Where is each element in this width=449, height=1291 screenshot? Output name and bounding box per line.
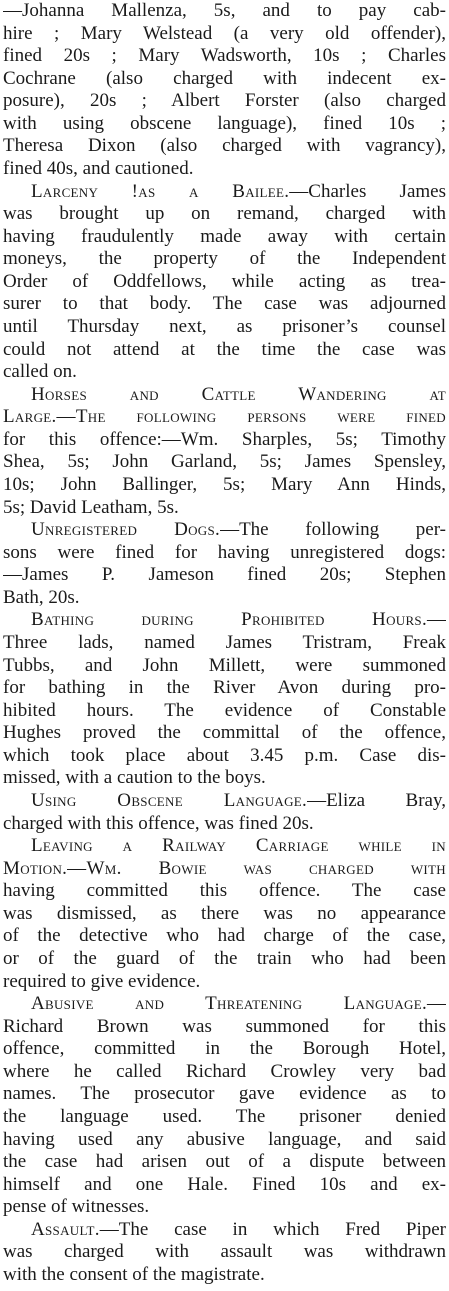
section-line: the case had arisen out of a dispute between [3, 1151, 446, 1173]
section-line: Bath, 20s. [3, 586, 80, 608]
section-line-text: Large.—The following persons were fined [3, 406, 446, 428]
section-line-text: Motion.—Wm. Bowie was charged with [3, 857, 446, 879]
section-line: moneys, the property of the Independent [3, 248, 446, 270]
section-heading: Assault. [31, 1218, 100, 1240]
section-line: Three lads, named James Tristram, Freak [3, 631, 446, 653]
section-heading: Horses and Cattle Wandering at [31, 383, 446, 405]
opening-line: posure), 20s ; Albert Forster (also charged [3, 90, 446, 112]
section-heading: Bathing during Prohibited Hours. [31, 609, 427, 631]
section-first-line-text: —Eliza Bray, [307, 789, 446, 811]
opening-line: fined 40s, and cautioned. [3, 157, 194, 179]
section-first-line [3, 790, 446, 813]
section-line: having fraudulently made away with certain [3, 225, 446, 247]
section-first-line [3, 993, 446, 1016]
section-line: having used any abusive language, and said [3, 1128, 446, 1150]
section-first-line [3, 1219, 446, 1242]
section-first-line-text: —Charles James [289, 180, 446, 202]
section-line: himself and one Hale. Fined 10s and ex- [3, 1173, 446, 1195]
section-first-line-text: —The following per- [220, 519, 446, 541]
section-line: required to give evidence. [3, 970, 201, 992]
section-line: was brought up on remand, charged with [3, 203, 446, 225]
opening-line: Theresa Dixon (also charged with vagrancy), [3, 135, 446, 157]
section-line: of the detective who had charge of the case, [3, 925, 446, 947]
section-line: was dismissed, as there was no appearance [3, 902, 446, 924]
section-first-line [3, 835, 446, 858]
section-first-line [3, 609, 446, 632]
section-heading: Abusive and Threatening Language. [31, 993, 427, 1015]
section-line: Hughes proved the committal of the offence, [3, 722, 446, 744]
section-line: hibited hours. The evidence of Constable [3, 699, 446, 721]
section-line: surer to that body. The case was adjourned [3, 293, 446, 315]
section-line: 10s; John Ballinger, 5s; Mary Ann Hinds, [3, 473, 446, 495]
section-line: Tubbs, and John Millett, were summoned [3, 654, 446, 676]
section-line: for this offence:—Wm. Sharples, 5s; Timothy [3, 428, 446, 450]
section-line: pense of witnesses. [3, 1196, 150, 1218]
section-line: —James P. Jameson fined 20s; Stephen [3, 564, 446, 586]
section-line: until Thursday next, as prisoner’s counsel [3, 315, 446, 337]
section-first-line-text: —The case in which Fred Piper [99, 1218, 446, 1240]
opening-line: Cochrane (also charged with indecent ex- [3, 67, 446, 89]
section-first-line-text: — [427, 993, 446, 1015]
section-line: 5s; David Leatham, 5s. [3, 496, 179, 518]
section-line: having committed this offence. The case [3, 880, 446, 902]
section-line: Order of Oddfellows, while acting as trea- [3, 270, 446, 292]
section-line: offence, committed in the Borough Hotel, [3, 1038, 446, 1060]
section-line: charged with this offence, was fined 20s. [3, 812, 314, 834]
section-heading: Unregistered Dogs. [31, 519, 221, 541]
section-line: for bathing in the River Avon during pro- [3, 677, 446, 699]
opening-line: hire ; Mary Welstead (a very old offender), [3, 22, 446, 44]
section-line: with the consent of the magistrate. [3, 1263, 265, 1285]
section-first-line [3, 519, 446, 542]
section-line: could not attend at the time the case was [3, 338, 446, 360]
newspaper-column [3, 0, 446, 1291]
section-line: Shea, 5s; John Garland, 5s; James Spensley, [3, 451, 446, 473]
section-line: names. The prosecutor gave evidence as to [3, 1083, 446, 1105]
section-first-line [3, 181, 446, 204]
section-line: which took place about 3.45 p.m. Case dis- [3, 744, 446, 766]
section-line: the language used. The prisoner denied [3, 1105, 446, 1127]
section-line: missed, with a caution to the boys. [3, 767, 266, 789]
opening-line: —Johanna Mallenza, 5s, and to pay cab- [3, 0, 446, 21]
section-line: Richard Brown was summoned for this [3, 1015, 446, 1037]
section-line: called on. [3, 361, 77, 383]
section-heading: Larceny !as a Bailee. [31, 180, 290, 202]
section-heading: Using Obscene Language. [31, 789, 308, 811]
section-line: was charged with assault was withdrawn [3, 1241, 446, 1263]
section-heading: Leaving a Railway Carriage while in [31, 835, 446, 857]
section-line: where he called Richard Crowley very bad [3, 1060, 446, 1082]
section-line [3, 858, 446, 881]
section-first-line [3, 384, 446, 407]
opening-line: fined 20s ; Mary Wadsworth, 10s ; Charles [3, 45, 446, 67]
opening-line: with using obscene language), fined 10s ; [3, 112, 446, 134]
section-first-line-text: — [427, 609, 446, 631]
section-line: or of the guard of the train who had been [3, 947, 446, 969]
section-line: sons were fined for having unregistered dogs: [3, 541, 446, 563]
section-line [3, 406, 446, 429]
